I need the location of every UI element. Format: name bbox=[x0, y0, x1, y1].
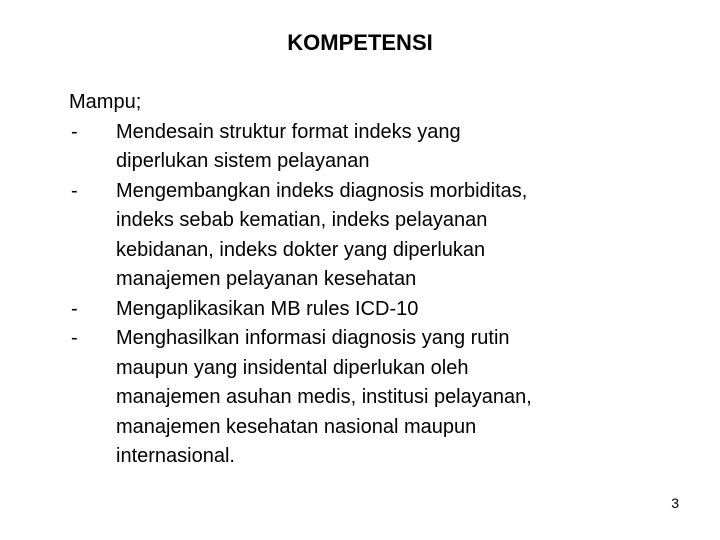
intro-text: Mampu; bbox=[69, 91, 142, 113]
bullet-marker: - bbox=[71, 179, 78, 202]
list-item bbox=[69, 295, 669, 325]
slide-title: KOMPETENSI bbox=[287, 30, 433, 55]
list-item bbox=[69, 118, 669, 177]
competency-list bbox=[69, 118, 669, 472]
list-item-text: Mengaplikasikan MB rules ICD-10 bbox=[116, 297, 419, 320]
slide-body bbox=[69, 88, 669, 472]
bullet-marker: - bbox=[71, 120, 78, 143]
list-item-text: Mengembangkan indeks diagnosis morbiditas, indeks sebab kematian, indeks pelayanan kebidanan, indeks dokter yang diperlukan manajemen pelayanan kesehatan bbox=[116, 179, 528, 290]
list-item bbox=[69, 177, 669, 295]
bullet-marker: - bbox=[71, 297, 78, 320]
list-item bbox=[69, 324, 669, 472]
bullet-marker: - bbox=[71, 327, 78, 349]
list-item-text: Menghasilkan informasi diagnosis yang rutin maupun yang insidental diperlukan oleh manajemen asuhan medis, institusi pelayanan, manajemen kesehatan nasional maupun internasional. bbox=[116, 327, 532, 467]
list-item-text: Mendesain struktur format indeks yang diperlukan sistem pelayanan bbox=[116, 120, 461, 172]
page-number: 3 bbox=[671, 495, 679, 511]
